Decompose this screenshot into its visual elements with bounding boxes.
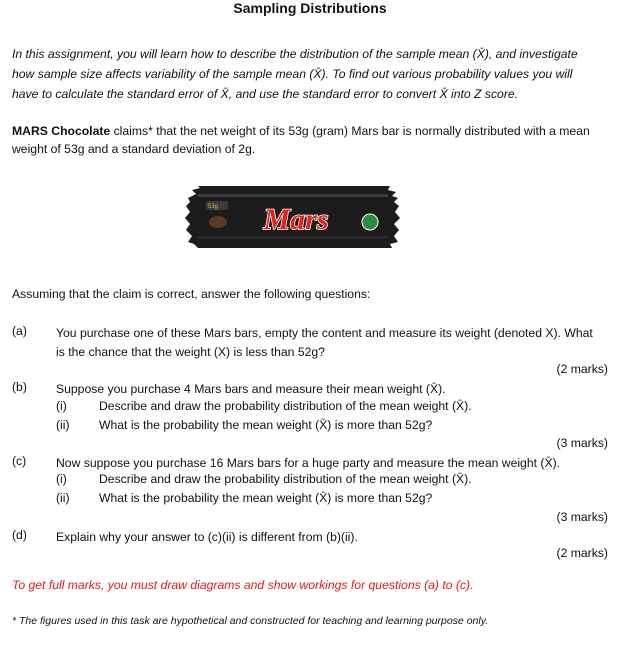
marks-a: (2 marks): [556, 362, 608, 376]
claim-line-2: weight of 53g and a standard deviation of 2g.: [12, 142, 256, 156]
question-label-a: (a): [12, 324, 27, 338]
question-text-line: is the chance that the weight (X) is less than 52g?: [56, 345, 325, 359]
sub-label-c-ii: (ii): [56, 491, 70, 505]
marks-b: (3 marks): [556, 436, 608, 450]
marking-note: To get full marks, you must draw diagrams and show workings for questions (a) to (c).: [12, 578, 474, 592]
brand-name: MARS Chocolate: [12, 124, 111, 138]
marks-d: (2 marks): [556, 546, 608, 560]
mars-logo: Mars: [263, 203, 329, 236]
question-label-b: (b): [12, 380, 27, 394]
claim-paragraph: [12, 122, 612, 158]
intro-paragraph: [12, 44, 612, 104]
claim-line-1: [12, 122, 612, 140]
instructions: Assuming that the claim is correct, answer the following questions:: [12, 287, 371, 301]
footnote: * The figures used in this task are hypothetical and constructed for teaching and learning purpose only.: [12, 615, 489, 627]
intro-line: In this assignment, you will learn how to describe the distribution of the sample mean (X̄), and investigate: [12, 47, 578, 61]
sub-text-b-i: Describe and draw the probability distribution of the mean weight (X̄).: [99, 399, 472, 413]
question-c-text: Now suppose you purchase 16 Mars bars for a huge party and measure the mean weight (X̄).: [56, 456, 561, 470]
question-label-d: (d): [12, 528, 27, 542]
sub-text-c-ii: What is the probability the mean weight (X̄) is more than 52g?: [99, 491, 433, 505]
claim-text: claims* that the net weight of its 53g (gram) Mars bar is normally distributed with a mean: [110, 124, 590, 138]
sub-label-b-ii: (ii): [56, 418, 70, 432]
intro-line: have to calculate the standard error of X̄, and use the standard error to convert X̄ into Z score.: [12, 87, 519, 101]
sub-text-b-ii: What is the probability the mean weight (X̄) is more than 52g?: [99, 418, 433, 432]
intro-line: how sample size affects variability of the sample mean (X̄). To find out various probability values you will: [12, 67, 573, 81]
question-label-c: (c): [12, 454, 27, 468]
sub-text-c-i: Describe and draw the probability distribution of the mean weight (X̄).: [99, 472, 472, 486]
sub-label-c-i: (i): [56, 472, 67, 486]
marks-c: (3 marks): [556, 510, 608, 524]
mars-bar-image: [184, 184, 402, 250]
question-a-text: [56, 324, 612, 362]
question-text-line: You purchase one of these Mars bars, empty the content and measure its weight (denoted X). What: [56, 326, 593, 340]
page-title: Sampling Distributions: [233, 0, 387, 16]
question-d-text: Explain why your answer to (c)(ii) is different from (b)(ii).: [56, 530, 358, 544]
sub-label-b-i: (i): [56, 399, 67, 413]
weight-label: 53g: [208, 204, 219, 210]
question-b-text: Suppose you purchase 4 Mars bars and measure their mean weight (X̄).: [56, 382, 446, 396]
